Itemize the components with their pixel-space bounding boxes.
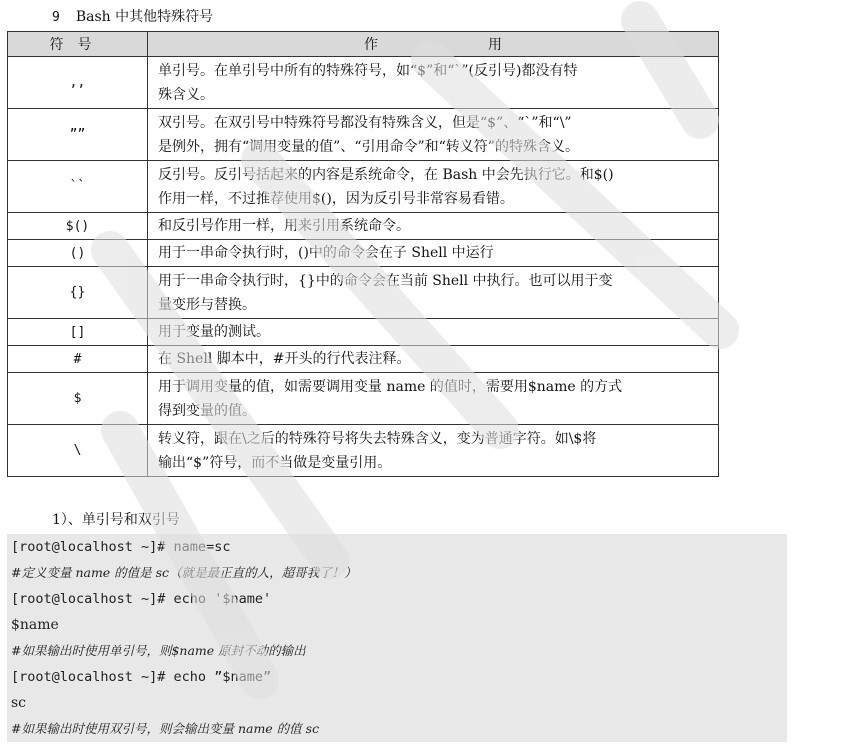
header-symbol: 符号 [8, 32, 148, 57]
table-row [8, 373, 719, 425]
code-block [7, 534, 787, 742]
section-number: 9 [52, 10, 60, 25]
symbol-cell: \ [8, 425, 148, 477]
table-row [8, 240, 719, 267]
description-line: 用于变量的测试。 [158, 324, 270, 340]
symbol-cell: $() [8, 213, 148, 240]
description-line: 用于一串命令执行时，{}中的命令会在当前 Shell 中执行。也可以用于变 [158, 272, 613, 289]
section-heading [52, 7, 213, 28]
table-row [8, 319, 719, 346]
header-function: 作用 [148, 32, 719, 57]
code-output-line: sc [11, 695, 27, 711]
table-row [8, 213, 719, 240]
description-line: 反引号。反引号括起来的内容是系统命令，在 Bash 中会先执行它。和$() [158, 166, 614, 183]
code-comment-line: #如果输出时使用单引号，则$name 原封不动的输出 [11, 643, 306, 658]
description-line: 输出“$”符号，而不当做是变量引用。 [158, 454, 392, 471]
description-cell [148, 425, 719, 477]
description-line: 转义符，跟在\之后的特殊符号将失去特殊含义，变为普通字符。如\$将 [158, 430, 597, 447]
table-body [8, 57, 719, 477]
code-output-line: $name [11, 617, 59, 633]
table-row [8, 109, 719, 161]
description-line: 单引号。在单引号中所有的特殊符号，如“$”和“`”(反引号)都没有特 [158, 62, 578, 79]
code-command-line: [root@localhost ~]# echo '$name' [11, 591, 272, 607]
special-symbols-table [7, 31, 719, 477]
description-line: 用于调用变量的值，如需要调用变量 name 的值时，需要用$name 的方式 [158, 378, 623, 395]
description-cell [148, 213, 719, 240]
description-cell [148, 57, 719, 109]
table-row [8, 425, 719, 477]
symbol-cell: ,, [8, 57, 148, 109]
symbol-cell: ”” [8, 109, 148, 161]
symbol-cell: [] [8, 319, 148, 346]
subsection-heading: 1）、单引号和双引号 [52, 512, 180, 528]
description-line: 和反引号作用一样，用来引用系统命令。 [158, 218, 410, 234]
code-comment-line: #定义变量 name 的值是 sc（就是最正直的人，超哥我了！） [11, 565, 357, 580]
description-line: 量变形与替换。 [158, 296, 256, 313]
description-cell [148, 109, 719, 161]
table-row [8, 346, 719, 373]
description-line: 用于一串命令执行时，()中的命令会在子 Shell 中运行 [158, 245, 494, 261]
description-cell [148, 240, 719, 267]
table-header-row [8, 32, 719, 57]
description-cell [148, 319, 719, 346]
section-title: Bash 中其他特殊符号 [75, 9, 214, 25]
description-line: 双引号。在双引号中特殊符号都没有特殊含义，但是“$”、“`”和“\” [158, 114, 572, 131]
symbol-cell: () [8, 240, 148, 267]
description-line: 在 Shell 脚本中，#开头的行代表注释。 [158, 351, 411, 367]
code-command-line: [root@localhost ~]# echo ”$name” [11, 669, 272, 685]
symbol-cell: # [8, 346, 148, 373]
description-line: 作用一样，不过推荐使用$()，因为反引号非常容易看错。 [158, 190, 514, 207]
description-cell [148, 161, 719, 213]
symbol-cell: `` [8, 161, 148, 213]
table-row [8, 267, 719, 319]
code-command-line: [root@localhost ~]# name=sc [11, 539, 231, 555]
code-comment-line: #如果输出时使用双引号，则会输出变量 name 的值 sc [11, 721, 320, 736]
description-line: 殊含义。 [158, 86, 214, 103]
description-line: 是例外，拥有“调用变量的值”、“引用命令”和“转义符”的特殊含义。 [158, 138, 579, 155]
description-cell [148, 373, 719, 425]
symbol-cell: $ [8, 373, 148, 425]
description-line: 得到变量的值。 [158, 402, 256, 419]
description-cell [148, 346, 719, 373]
symbol-cell: {} [8, 267, 148, 319]
description-cell [148, 267, 719, 319]
table-row [8, 57, 719, 109]
table-row [8, 161, 719, 213]
